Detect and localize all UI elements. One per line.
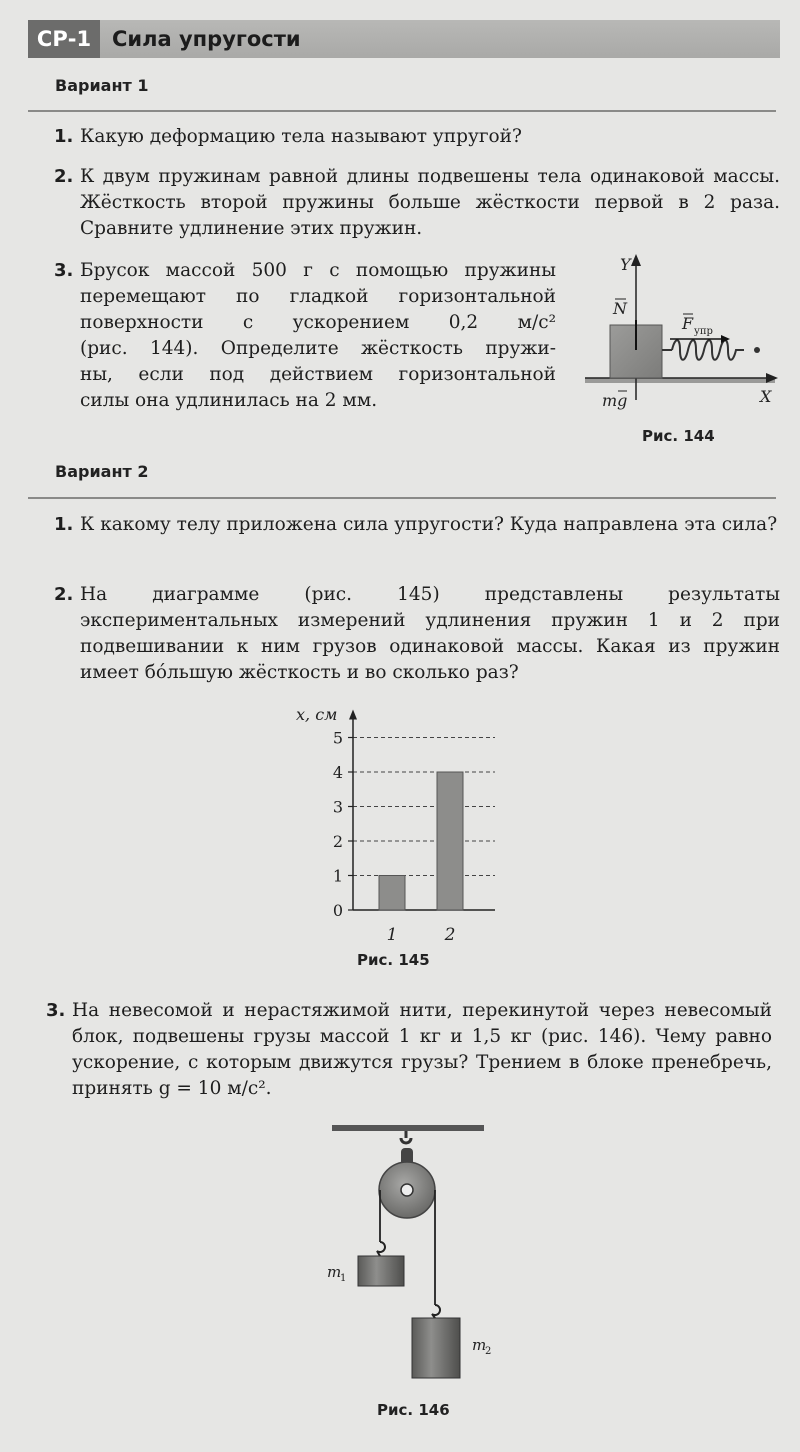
spring-force-subscript: упр: [694, 326, 713, 337]
task-text: Какую деформацию тела называют упругой?: [80, 126, 522, 147]
variant2-heading: Вариант 2: [55, 462, 149, 481]
y-tick-label: 1: [332, 866, 343, 886]
figure-144-caption: Рис. 144: [642, 427, 715, 445]
bar: [437, 772, 463, 910]
task-line: поверхности с ускорением 0,2 м/с²: [80, 312, 556, 333]
spring-force-label: F: [682, 314, 694, 333]
y-tick-label: 5: [332, 728, 343, 748]
task-number: 2.: [54, 166, 74, 187]
x-category-label: 1: [386, 925, 398, 945]
mass-m2-subscript: 2: [485, 1346, 492, 1357]
figure-146-caption: Рис. 146: [377, 1401, 450, 1419]
y-axis-label: x, см: [296, 705, 338, 724]
task-line: перемещают по гладкой горизонтальной: [80, 286, 556, 307]
task-line: Брусок массой 500 г с помощью пружины: [80, 260, 556, 281]
task-number: 1.: [54, 126, 74, 147]
divider: [28, 110, 776, 112]
spring: [662, 340, 744, 360]
v1-task-1: [54, 124, 780, 150]
hook-m2: [432, 1305, 440, 1318]
v1-task-3: [54, 258, 556, 414]
figure-145-chart: [280, 700, 520, 950]
section-code: СР-1: [28, 20, 100, 58]
y-tick-label: 2: [332, 832, 343, 851]
x-axis-label: X: [760, 387, 772, 406]
task-number: 3.: [46, 1000, 66, 1021]
pulley-axle: [401, 1184, 413, 1196]
task-line: (рис. 144). Определите жёсткость пружи-: [80, 338, 556, 359]
v2-task-2: [54, 582, 780, 686]
mass-m1-label: m: [327, 1263, 342, 1281]
mass-m2: [412, 1318, 460, 1378]
task-text: На невесомой и нерастяжимой нити, перекинутой через невесомый блок, подвешены грузы массой 1 кг и 1,5 кг (рис. 146). Чему равно ускорение, с которым движутся грузы? Трением в блоке пренебречь, принять g = 10 м/с².: [72, 1000, 772, 1099]
mass-m1: [358, 1256, 404, 1286]
y-tick-label: 3: [332, 797, 343, 817]
section-header: [28, 20, 780, 58]
figure-146: [300, 1120, 500, 1400]
section-title: Сила упругости: [112, 27, 301, 51]
task-number: 3.: [54, 260, 74, 281]
task-number: 1.: [54, 514, 74, 535]
y-tick-label: 0: [332, 901, 343, 920]
normal-force-label: N: [613, 299, 627, 318]
task-text: К какому телу приложена сила упругости? Куда направлена эта сила?: [80, 514, 778, 535]
figure-145-caption: Рис. 145: [357, 951, 430, 969]
divider: [28, 497, 776, 499]
task-line: ны, если под действием горизонтальной: [80, 364, 556, 385]
ceiling: [332, 1125, 484, 1131]
task-line: силы она удлинилась на 2 мм.: [80, 390, 378, 411]
pulley-hook: [401, 1131, 411, 1143]
y-axis-arrow: [349, 710, 357, 720]
figure-144: [580, 250, 780, 420]
y-tick-label: 4: [332, 763, 343, 782]
spring-end: [754, 347, 760, 353]
y-axis-label: Y: [620, 255, 631, 274]
spring-force-arrowhead: [721, 335, 730, 343]
x-category-label: 2: [444, 925, 456, 945]
mass-m2-label: m: [472, 1336, 487, 1354]
bar: [379, 876, 405, 911]
task-text: К двум пружинам равной длины подвешены тела одинаковой массы. Жёсткость второй пружины больше жёсткости первой в 2 раза. Сравните удлинение этих пружин.: [80, 166, 780, 239]
mass-m1-subscript: 1: [340, 1273, 347, 1284]
task-number: 2.: [54, 584, 74, 605]
y-axis-arrow: [631, 254, 641, 266]
v2-task-1: [54, 512, 780, 538]
gravity-label: mg: [602, 391, 628, 410]
v2-task-3: [46, 998, 772, 1102]
variant1-heading: Вариант 1: [55, 76, 149, 95]
hook-m1: [377, 1242, 385, 1256]
v1-task-2: [54, 164, 780, 242]
task-text: На диаграмме (рис. 145) представлены результаты экспериментальных измерений удлинения пружин 1 и 2 при подвешивании к ним грузов одинаковой массы. Какая из пружин имеет бóльшую жёсткость и во сколько раз?: [80, 584, 780, 683]
